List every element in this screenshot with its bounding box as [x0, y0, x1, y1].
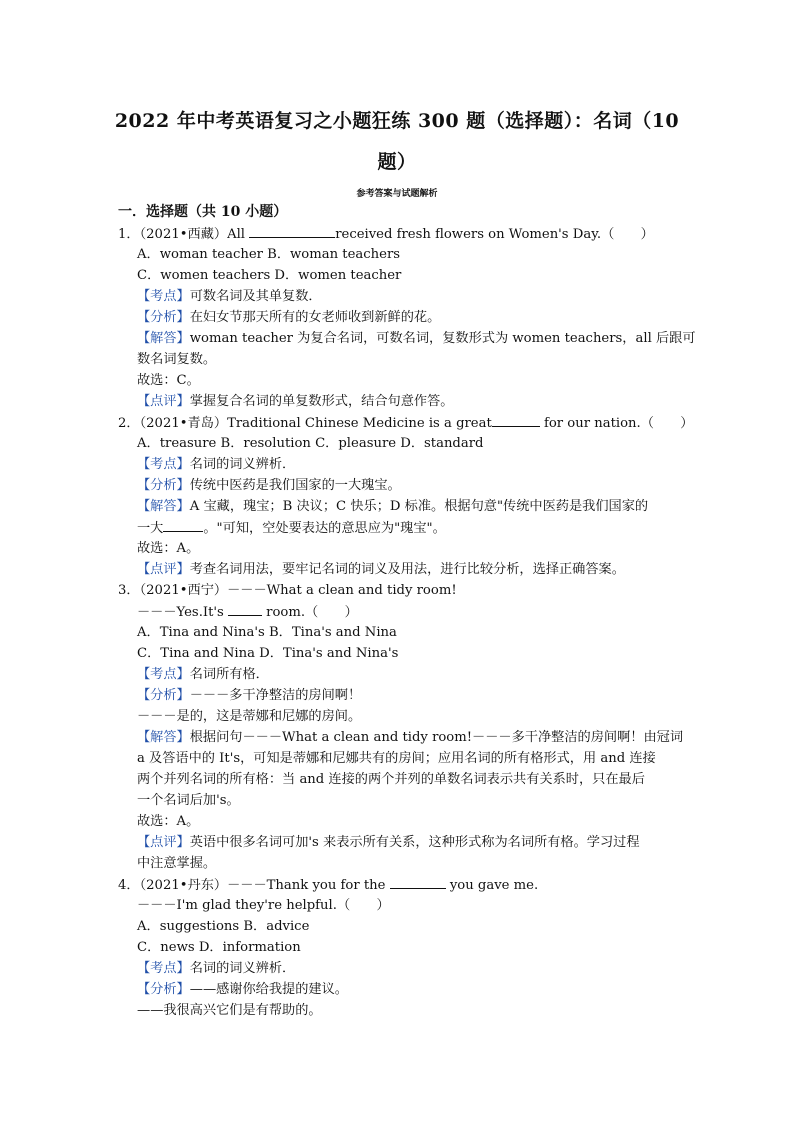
- document-title: 2022 年中考英语复习之小题狂练 300 题（选择题）：名词（10: [114, 110, 680, 132]
- kaodian-text: 名词的词义辨析．: [189, 961, 296, 976]
- question-3-dianping-continued: 中注意掌握。: [137, 856, 217, 871]
- question-1-kaodian: [137, 288, 322, 306]
- fenxi-text: 传统中医药是我们国家的一大瑰宝。: [189, 478, 401, 493]
- question-3-fenxi-continued: －－－是的，这是蒂娜和尼娜的房间。: [137, 709, 362, 724]
- kaodian-tag: 【考点】: [137, 457, 190, 472]
- dianping-tag: 【点评】: [137, 835, 190, 850]
- fenxi-text: 在妇女节那天所有的女老师收到新鲜的花。: [189, 310, 441, 325]
- question-3-jieda-line-2: a 及答语中的 It's，可知是蒂娜和尼娜共有的房间；应用名词的所有格形式，用 and 连接: [137, 751, 656, 766]
- fenxi-tag: 【分析】: [137, 688, 190, 703]
- section-heading: 一．选择题（共 10 小题）: [118, 204, 288, 220]
- question-2-kaodian: [137, 456, 295, 474]
- kaodian-tag: 【考点】: [137, 667, 190, 682]
- question-2-stem-part-a: 2．（2021•青岛）Traditional Chinese Medicine is a great: [118, 416, 492, 431]
- question-3-answer: 故选：A。: [137, 814, 200, 829]
- question-1-stem-part-a: 1．（2021•西藏）All: [118, 227, 250, 242]
- fenxi-tag: 【分析】: [137, 478, 190, 493]
- question-3-stem-reply: [137, 603, 358, 622]
- jieda-tag: 【解答】: [137, 331, 190, 346]
- question-3-jieda: [137, 729, 683, 747]
- question-1-jieda: [137, 330, 696, 348]
- jieda-text-part-b: 。"可知，空处要表达的意思应为"瑰宝"。: [203, 521, 446, 536]
- fenxi-tag: 【分析】: [137, 310, 190, 325]
- question-2-options: A．treasure B．resolution C．pleasure D．standard: [137, 436, 484, 451]
- question-2-fenxi: [137, 477, 401, 495]
- question-1-stem: [118, 225, 654, 244]
- answer-blank: [249, 225, 335, 238]
- question-3-reply-part-b: room.（ ）: [261, 605, 358, 620]
- question-1-options-ab: A．woman teacher B．woman teachers: [137, 247, 401, 262]
- question-1-jieda-continued: 数名词复数。: [137, 352, 217, 367]
- question-3-kaodian: [137, 666, 269, 684]
- question-1-dianping: [137, 393, 454, 411]
- kaodian-tag: 【考点】: [137, 289, 190, 304]
- question-4-stem-reply: －－－I'm glad they're helpful.（ ）: [137, 898, 390, 913]
- question-1-fenxi: [137, 309, 440, 327]
- fenxi-text: ——感谢你给我提的建议。: [189, 982, 348, 997]
- jieda-tag: 【解答】: [137, 499, 190, 514]
- question-3-options-ab: A．Tina and Nina's B．Tina's and Nina: [137, 625, 397, 640]
- dianping-text: 英语中很多名词可加's 来表示所有关系，这种形式称为名词所有格。学习过程: [189, 835, 640, 850]
- dianping-tag: 【点评】: [137, 394, 190, 409]
- question-2-stem: [118, 414, 693, 433]
- question-3-jieda-line-3: 两个并列名词的所有格：当 and 连接的两个并列的单数名词表示共有关系时，只在最后: [137, 772, 645, 787]
- question-4-fenxi: [137, 981, 348, 999]
- kaodian-text: 名词的词义辨析．: [189, 457, 296, 472]
- question-3-stem: 3．（2021•西宁）－－－What a clean and tidy room!: [118, 583, 457, 598]
- question-2-answer: 故选：A。: [137, 541, 200, 556]
- question-4-options-cd: C．news D．information: [137, 940, 301, 955]
- answer-blank: [492, 414, 540, 427]
- question-2-dianping: [137, 561, 625, 579]
- document-title-continued: 题）: [377, 151, 417, 173]
- question-2-jieda-continued: [137, 519, 446, 538]
- answer-blank: [228, 603, 262, 616]
- fenxi-text: －－－多干净整洁的房间啊！: [189, 688, 362, 703]
- dianping-text: 考查名词用法，要牢记名词的词义及用法，进行比较分析，选择正确答案。: [189, 562, 625, 577]
- jieda-tag: 【解答】: [137, 730, 190, 745]
- question-4-stem-part-b: you gave me.: [445, 878, 539, 893]
- answer-blank: [163, 519, 203, 532]
- question-2-stem-part-b: for our nation.（ ）: [539, 416, 694, 431]
- jieda-text: woman teacher 为复合名词，可数名词，复数形式为 women teachers，all 后跟可: [189, 331, 696, 346]
- jieda-text: A 宝藏，瑰宝；B 决议；C 快乐；D 标准。根据句意"传统中医药是我们国家的: [189, 499, 649, 514]
- question-3-fenxi: [137, 687, 361, 705]
- dianping-text: 掌握复合名词的单复数形式，结合句意作答。: [189, 394, 454, 409]
- question-1-options-cd: C．women teachers D．women teacher: [137, 268, 402, 283]
- kaodian-text: 可数名词及其单复数．: [189, 289, 322, 304]
- question-3-reply-part-a: －－－Yes.It's: [137, 605, 228, 620]
- dianping-tag: 【点评】: [137, 562, 190, 577]
- kaodian-text: 名词所有格．: [189, 667, 269, 682]
- question-4-stem: [118, 876, 538, 895]
- kaodian-tag: 【考点】: [137, 961, 190, 976]
- question-1-answer: 故选：C。: [137, 373, 200, 388]
- question-4-fenxi-continued: ——我很高兴它们是有帮助的。: [137, 1003, 322, 1018]
- question-3-jieda-line-4: 一个名词后加's。: [137, 793, 240, 808]
- question-1-stem-part-b: received fresh flowers on Women's Day.（ ）: [335, 227, 654, 242]
- question-3-dianping: [137, 834, 640, 852]
- answer-blank: [390, 876, 446, 889]
- jieda-text: 根据问句－－－What a clean and tidy room!－－－多干净整洁的房间啊！由冠词: [189, 730, 684, 745]
- question-4-stem-part-a: 4．（2021•丹东）－－－Thank you for the: [118, 878, 390, 893]
- question-4-options-ab: A．suggestions B．advice: [137, 919, 310, 934]
- fenxi-tag: 【分析】: [137, 982, 190, 997]
- question-4-kaodian: [137, 960, 295, 978]
- question-3-options-cd: C．Tina and Nina D．Tina's and Nina's: [137, 646, 399, 661]
- question-2-jieda: [137, 498, 648, 516]
- jieda-text-part-a: 一大: [137, 521, 164, 536]
- document-subtitle: 参考答案与试题解析: [356, 189, 438, 199]
